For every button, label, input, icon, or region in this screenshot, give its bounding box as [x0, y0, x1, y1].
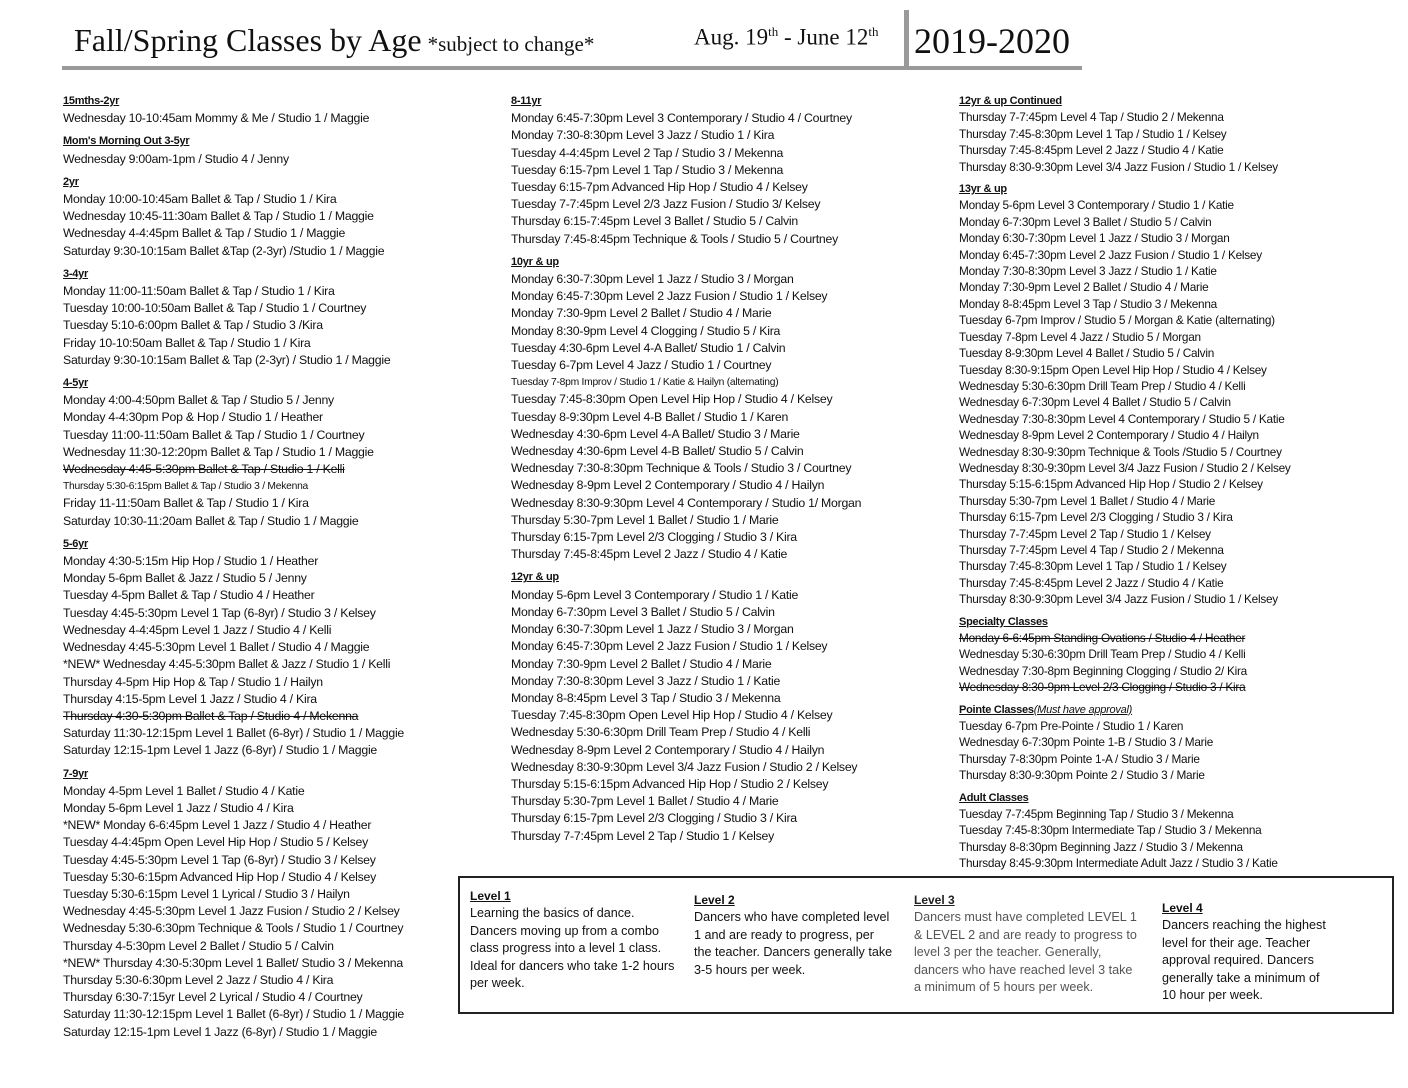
class-entry: Tuesday 8-9:30pm Level 4 Ballet / Studio 5 / Calvin — [959, 346, 1215, 361]
class-entry: Saturday 10:30-11:20am Ballet & Tap / Studio 1 / Maggie — [63, 513, 359, 528]
class-entry: *NEW* Thursday 4:30-5:30pm Level 1 Ballet/ Studio 3 / Mekenna — [63, 955, 403, 970]
class-entry: Monday 8-8:45pm Level 3 Tap / Studio 3 / Mekenna — [511, 690, 781, 705]
class-entry: Thursday 6:15-7:45pm Level 3 Ballet / Studio 5 / Calvin — [511, 214, 799, 229]
class-entry: Tuesday 7:45-8:30pm Open Level Hip Hop / Studio 4 / Kelsey — [511, 392, 833, 407]
class-entry: Thursday 8-8:30pm Beginning Jazz / Studio 3 / Mekenna — [959, 839, 1243, 854]
class-section — [511, 253, 951, 564]
class-entry: Thursday 7:45-8:30pm Level 1 Tap / Studio 1 / Kelsey — [959, 559, 1227, 574]
class-entry: Monday 6-7:30pm Level 3 Ballet / Studio 5 / Calvin — [511, 604, 775, 619]
class-entry: Thursday 7:45-8:45pm Level 2 Jazz / Studio 4 / Katie — [959, 143, 1224, 158]
class-entry: Thursday 5:30-7pm Level 1 Ballet / Studio 1 / Marie — [511, 512, 779, 527]
section-title: 12yr & up — [511, 571, 559, 584]
section-title: 2yr — [63, 175, 79, 188]
class-section — [959, 789, 1399, 872]
level-title: Level 4 — [1162, 901, 1203, 915]
level-title: Level 3 — [914, 893, 955, 907]
level-4-description — [1162, 900, 1334, 1004]
class-entry: Tuesday 7-8pm Level 4 Jazz / Studio 5 / Morgan — [959, 329, 1201, 344]
section-title: Mom's Morning Out 3-5yr — [63, 135, 190, 148]
class-entry: Monday 6-6:45pm Standing Ovations / Studio 4 / Heather — [959, 631, 1246, 645]
class-entry: Tuesday 11:00-11:50am Ballet & Tap / Studio 1 / Courtney — [63, 427, 365, 442]
class-entry: Wednesday 8:30-9:30pm Level 3/4 Jazz Fusion / Studio 2 / Kelsey — [511, 759, 858, 774]
class-entry: Thursday 7:45-8:45pm Level 2 Jazz / Studio 4 / Katie — [511, 547, 788, 562]
class-entry: Thursday 5:30-7pm Level 1 Ballet / Studio 4 / Marie — [511, 794, 779, 809]
class-entry: Monday 7:30-8:30pm Level 3 Jazz / Studio 1 / Katie — [511, 673, 781, 688]
class-entry: Tuesday 5:30-6:15pm Advanced Hip Hop / Studio 4 / Kelsey — [63, 869, 376, 884]
class-entry: Wednesday 5:30-6:30pm Drill Team Prep / Studio 4 / Kelli — [959, 378, 1246, 393]
class-entry: Thursday 6:15-7pm Level 2/3 Clogging / Studio 3 / Kira — [511, 530, 797, 545]
class-entry: Monday 4:00-4:50pm Ballet & Tap / Studio 5 / Jenny — [63, 393, 334, 408]
class-entry: Tuesday 7:45-8:30pm Intermediate Tap / Studio 3 / Mekenna — [959, 823, 1262, 838]
class-entry: Monday 5-6pm Ballet & Jazz / Studio 5 / Jenny — [63, 571, 307, 586]
class-entry: Tuesday 6:15-7pm Advanced Hip Hop / Studio 4 / Kelsey — [511, 180, 808, 195]
class-entry: Thursday 4:15-5pm Level 1 Jazz / Studio 4 / Kira — [63, 691, 317, 706]
class-entry: Monday 6:30-7:30pm Level 1 Jazz / Studio 3 / Morgan — [959, 231, 1230, 246]
level-title: Level 2 — [694, 893, 735, 907]
class-entry: Wednesday 10-10:45am Mommy & Me / Studio 1 / Maggie — [63, 111, 370, 126]
class-entry: Tuesday 6-7pm Level 4 Jazz / Studio 1 / Courtney — [511, 358, 772, 373]
class-entry: Thursday 7:45-8:45pm Technique & Tools / Studio 5 / Courtney — [511, 231, 839, 246]
class-entry: Tuesday 7-8pm Improv / Studio 1 / Katie & Hailyn (alternating) — [511, 377, 779, 389]
class-entry: Monday 5-6pm Level 3 Contemporary / Studio 1 / Katie — [511, 587, 799, 602]
class-entry: Thursday 8:30-9:30pm Level 3/4 Jazz Fusion / Studio 1 / Kelsey — [959, 592, 1278, 607]
class-entry: Monday 8-8:45pm Level 3 Tap / Studio 3 / Mekenna — [959, 296, 1217, 311]
class-entry: Thursday 5:15-6:15pm Advanced Hip Hop / Studio 2 / Kelsey — [959, 477, 1263, 492]
section-title: 8-11yr — [511, 95, 542, 107]
level-title: Level 1 — [470, 889, 511, 903]
class-entry: Tuesday 7:45-8:30pm Open Level Hip Hop / Studio 4 / Kelsey — [511, 708, 833, 723]
class-entry: Wednesday 7:30-8:30pm Level 4 Contemporary / Studio 5 / Katie — [959, 411, 1285, 426]
class-entry: Wednesday 8-9pm Level 2 Contemporary / Studio 4 / Hailyn — [511, 478, 825, 493]
class-entry: Thursday 7:45-8:30pm Level 1 Tap / Studio 1 / Kelsey — [959, 126, 1227, 141]
class-section — [63, 765, 503, 1041]
level-2-description — [694, 892, 894, 979]
class-entry: Wednesday 7:30-8:30pm Technique & Tools / Studio 3 / Courtney — [511, 461, 852, 476]
class-entry: *NEW* Wednesday 4:45-5:30pm Ballet & Jazz / Studio 1 / Kelli — [63, 657, 391, 672]
class-entry: Thursday 8:45-9:30pm Intermediate Adult Jazz / Studio 3 / Katie — [959, 856, 1278, 871]
class-entry: Monday 7:30-8:30pm Level 3 Jazz / Studio 1 / Katie — [959, 264, 1217, 279]
class-entry: Monday 7:30-9pm Level 2 Ballet / Studio 4 / Marie — [511, 656, 772, 671]
class-section — [511, 92, 951, 248]
class-entry: Saturday 9:30-10:15am Ballet &Tap (2-3yr) /Studio 1 / Maggie — [63, 243, 385, 258]
class-section — [63, 535, 503, 760]
class-section — [63, 374, 503, 530]
class-entry: Saturday 12:15-1pm Level 1 Jazz (6-8yr) / Studio 1 / Maggie — [63, 743, 378, 758]
class-entry: Friday 11-11:50am Ballet & Tap / Studio 1 / Kira — [63, 496, 309, 511]
schedule-column-2 — [511, 92, 951, 850]
class-entry: Thursday 7-7:45pm Level 2 Tap / Studio 1 / Kelsey — [959, 526, 1211, 541]
class-entry: Thursday 6:15-7pm Level 2/3 Clogging / Studio 3 / Kira — [511, 811, 797, 826]
class-entry: Tuesday 8-9:30pm Level 4-B Ballet / Studio 1 / Karen — [511, 409, 789, 424]
class-entry: Thursday 5:30-6:15pm Ballet & Tap / Studio 3 / Mekenna — [63, 481, 309, 493]
class-entry: Monday 6-7:30pm Level 3 Ballet / Studio 5 / Calvin — [959, 214, 1212, 229]
class-entry: Wednesday 4-4:45pm Ballet & Tap / Studio 1 / Maggie — [63, 226, 346, 241]
class-entry: Thursday 7-7:45pm Level 4 Tap / Studio 2 / Mekenna — [959, 110, 1224, 125]
class-entry: Tuesday 7-7:45pm Beginning Tap / Studio 3 / Mekenna — [959, 807, 1234, 822]
header-underline — [62, 66, 1082, 70]
class-entry: Wednesday 8:30-9:30pm Level 4 Contemporary / Studio 1/ Morgan — [511, 495, 862, 510]
class-entry: Wednesday 11:30-12:20pm Ballet & Tap / Studio 1 / Maggie — [63, 444, 374, 459]
section-title: Adult Classes — [959, 791, 1029, 804]
class-entry: Tuesday 10:00-10:50am Ballet & Tap / Studio 1 / Courtney — [63, 301, 367, 316]
class-section — [959, 92, 1399, 175]
class-entry: Monday 6:45-7:30pm Level 3 Contemporary / Studio 4 / Courtney — [511, 111, 852, 126]
class-entry: Wednesday 5:30-6:30pm Drill Team Prep / Studio 4 / Kelli — [511, 725, 811, 740]
class-entry: Wednesday 9:00am-1pm / Studio 4 / Jenny — [63, 151, 289, 166]
class-entry: Wednesday 10:45-11:30am Ballet & Tap / Studio 1 / Maggie — [63, 209, 374, 224]
page-title: Fall/Spring Classes by Age *subject to change* — [74, 22, 595, 58]
class-entry: Thursday 8:30-9:30pm Level 3/4 Jazz Fusion / Studio 1 / Kelsey — [959, 159, 1278, 174]
class-entry: Tuesday 8:30-9:15pm Open Level Hip Hop / Studio 4 / Kelsey — [959, 362, 1267, 377]
class-entry: Monday 7:30-9pm Level 2 Ballet / Studio 4 / Marie — [959, 280, 1209, 295]
class-section — [959, 701, 1399, 784]
class-entry: Tuesday 6-7pm Improv / Studio 5 / Morgan & Katie (alternating) — [959, 313, 1275, 328]
level-text: Dancers reaching the highest level for their age. Teacher approval required. Dancers generally take a minimum of 10 hour per week. — [1162, 918, 1326, 1003]
class-entry: Monday 11:00-11:50am Ballet & Tap / Studio 1 / Kira — [63, 284, 335, 299]
class-entry: Wednesday 4:30-6pm Level 4-B Ballet/ Studio 5 / Calvin — [511, 444, 804, 459]
class-entry: Monday 4:30-5:15m Hip Hop / Studio 1 / Heather — [63, 554, 319, 569]
class-entry: Monday 4-5pm Level 1 Ballet / Studio 4 / Katie — [63, 783, 305, 798]
header-divider — [904, 10, 909, 68]
class-entry: Wednesday 6-7:30pm Level 4 Ballet / Studio 5 / Calvin — [959, 395, 1231, 410]
class-section — [959, 180, 1399, 608]
class-entry: Thursday 7-8:30pm Pointe 1-A / Studio 3 / Marie — [959, 751, 1200, 766]
level-text: Learning the basics of dance. Dancers moving up from a combo class progress into a level 1 class. Ideal for dancers who take 1-2 hours per week. — [470, 906, 675, 991]
class-section — [511, 568, 951, 844]
class-entry: Thursday 7-7:45pm Level 2 Tap / Studio 1 / Kelsey — [511, 828, 774, 843]
class-entry: Wednesday 7:30-8pm Beginning Clogging / Studio 2/ Kira — [959, 663, 1247, 678]
class-entry: Monday 4-4:30pm Pop & Hop / Studio 1 / Heather — [63, 410, 323, 425]
class-entry: Thursday 4:30-5:30pm Ballet & Tap / Studio 4 / Mekenna — [63, 708, 359, 723]
level-descriptions — [458, 876, 1394, 1014]
class-entry: Saturday 12:15-1pm Level 1 Jazz (6-8yr) / Studio 1 / Maggie — [63, 1024, 378, 1039]
class-entry: Monday 10:00-10:45am Ballet & Tap / Studio 1 / Kira — [63, 192, 337, 207]
class-entry: Monday 6:45-7:30pm Level 2 Jazz Fusion / Studio 1 / Kelsey — [511, 639, 828, 654]
class-entry: Thursday 6:15-7pm Level 2/3 Clogging / Studio 3 / Kira — [959, 510, 1233, 525]
class-entry: Thursday 5:30-7pm Level 1 Ballet / Studio 4 / Marie — [959, 493, 1216, 508]
class-entry: Saturday 11:30-12:15pm Level 1 Ballet (6-8yr) / Studio 1 / Maggie — [63, 726, 405, 741]
school-year: 2019-2020 — [914, 21, 1070, 61]
section-title: 12yr & up Continued — [959, 95, 1062, 107]
class-entry: Wednesday 6-7:30pm Pointe 1-B / Studio 3 / Marie — [959, 735, 1214, 750]
section-title: 15mths-2yr — [63, 95, 120, 107]
class-entry: *NEW* Monday 6-6:45pm Level 1 Jazz / Studio 4 / Heather — [63, 818, 372, 833]
section-title: 13yr & up — [959, 183, 1007, 196]
class-entry: Wednesday 4-4:45pm Level 1 Jazz / Studio 4 / Kelli — [63, 622, 332, 637]
class-entry: Tuesday 4-4:45pm Level 2 Tap / Studio 3 / Mekenna — [511, 145, 784, 160]
section-title: 10yr & up — [511, 255, 559, 268]
class-entry: Monday 6:30-7:30pm Level 1 Jazz / Studio 3 / Morgan — [511, 622, 794, 637]
page-header — [62, 10, 1082, 70]
schedule-column-3 — [959, 92, 1399, 877]
class-entry: Thursday 7-7:45pm Level 4 Tap / Studio 2 / Mekenna — [959, 542, 1224, 557]
class-entry: Monday 8:30-9pm Level 4 Clogging / Studio 5 / Kira — [511, 323, 781, 338]
class-entry: Thursday 6:30-7:15yr Level 2 Lyrical / Studio 4 / Courtney — [63, 990, 363, 1005]
page-subtitle: *subject to change* — [427, 32, 595, 56]
class-entry: Thursday 5:30-6:30pm Level 2 Jazz / Studio 4 / Kira — [63, 972, 334, 987]
class-entry: Thursday 4-5pm Hip Hop & Tap / Studio 1 / Hailyn — [63, 674, 323, 689]
class-entry: Tuesday 4:45-5:30pm Level 1 Tap (6-8yr) / Studio 3 / Kelsey — [63, 605, 376, 620]
class-entry: Wednesday 4:45-5:30pm Level 1 Ballet / Studio 4 / Maggie — [63, 640, 370, 655]
date-range: Aug. 19th - June 12th — [694, 24, 879, 50]
class-entry: Tuesday 4:30-6pm Level 4-A Ballet/ Studio 1 / Calvin — [511, 340, 786, 355]
class-section — [63, 265, 503, 369]
class-entry: Wednesday 8-9pm Level 2 Contemporary / Studio 4 / Hailyn — [959, 428, 1259, 443]
class-entry: Monday 7:30-9pm Level 2 Ballet / Studio 4 / Marie — [511, 306, 772, 321]
class-entry: Thursday 8:30-9:30pm Pointe 2 / Studio 3 / Marie — [959, 768, 1205, 783]
class-entry: Tuesday 5:30-6:15pm Level 1 Lyrical / Studio 3 / Hailyn — [63, 886, 350, 901]
class-entry: Thursday 5:15-6:15pm Advanced Hip Hop / Studio 2 / Kelsey — [511, 776, 829, 791]
level-text: Dancers who have completed level 1 and are ready to progress, per the teacher. Dancers generally take 3-5 hours per week. — [694, 910, 893, 977]
class-entry: Monday 5-6pm Level 3 Contemporary / Studio 1 / Katie — [959, 198, 1234, 213]
class-entry: Saturday 11:30-12:15pm Level 1 Ballet (6-8yr) / Studio 1 / Maggie — [63, 1007, 405, 1022]
schedule-column-1 — [63, 92, 503, 1046]
class-entry: Tuesday 4-4:45pm Open Level Hip Hop / Studio 5 / Kelsey — [63, 835, 369, 850]
level-1-description — [470, 888, 680, 992]
class-section — [63, 173, 503, 260]
class-entry: Monday 5-6pm Level 1 Jazz / Studio 4 / Kira — [63, 800, 294, 815]
class-entry: Wednesday 8-9pm Level 2 Contemporary / Studio 4 / Hailyn — [511, 742, 825, 757]
class-entry: Friday 10-10:50am Ballet & Tap / Studio 1 / Kira — [63, 335, 311, 350]
class-entry: Tuesday 5:10-6:00pm Ballet & Tap / Studio 3 /Kira — [63, 318, 323, 333]
class-entry: Tuesday 6:15-7pm Level 1 Tap / Studio 3 / Mekenna — [511, 162, 784, 177]
class-entry: Monday 6:30-7:30pm Level 1 Jazz / Studio 3 / Morgan — [511, 272, 794, 287]
class-entry: Wednesday 5:30-6:30pm Drill Team Prep / Studio 4 / Kelli — [959, 647, 1246, 662]
class-section — [63, 92, 503, 127]
class-entry: Tuesday 4-5pm Ballet & Tap / Studio 4 / Heather — [63, 588, 315, 603]
class-section — [63, 132, 503, 167]
section-title: 7-9yr — [63, 767, 89, 780]
class-entry: Wednesday 5:30-6:30pm Technique & Tools / Studio 1 / Courtney — [63, 921, 404, 936]
level-3-description — [914, 892, 1139, 996]
class-entry: Wednesday 8:30-9:30pm Level 3/4 Jazz Fusion / Studio 2 / Kelsey — [959, 460, 1291, 475]
level-text: Dancers must have completed LEVEL 1 & LEVEL 2 and are ready to progress to level 3 per the teacher. Generally, dancers who have reached level 3 take a minimum of 5 hours per week. — [914, 910, 1137, 995]
class-entry: Wednesday 4:45-5:30pm Level 1 Jazz Fusion / Studio 2 / Kelsey — [63, 904, 400, 919]
class-entry: Wednesday 4:45-5:30pm Ballet & Tap / Studio 1 / Kelli — [63, 462, 345, 477]
class-entry: Saturday 9:30-10:15am Ballet & Tap (2-3yr) / Studio 1 / Maggie — [63, 352, 391, 367]
section-title: 5-6yr — [63, 537, 89, 550]
section-title: 3-4yr — [63, 267, 89, 280]
class-entry: Wednesday 8:30-9:30pm Technique & Tools /Studio 5 / Courtney — [959, 444, 1282, 459]
class-entry: Thursday 4-5:30pm Level 2 Ballet / Studio 5 / Calvin — [63, 938, 334, 953]
section-title: 4-5yr — [63, 377, 89, 390]
class-entry: Monday 6:45-7:30pm Level 2 Jazz Fusion / Studio 1 / Kelsey — [959, 247, 1262, 262]
section-title: Pointe Classes(Must have approval) — [959, 703, 1133, 716]
class-entry: Wednesday 8:30-9pm Level 2/3 Clogging / Studio 3 / Kira — [959, 680, 1246, 695]
class-entry: Tuesday 7-7:45pm Level 2/3 Jazz Fusion / Studio 3/ Kelsey — [511, 197, 821, 212]
class-entry: Monday 6:45-7:30pm Level 2 Jazz Fusion / Studio 1 / Kelsey — [511, 289, 828, 304]
class-entry: Monday 7:30-8:30pm Level 3 Jazz / Studio 1 / Kira — [511, 128, 775, 143]
class-entry: Thursday 7:45-8:45pm Level 2 Jazz / Studio 4 / Katie — [959, 575, 1224, 590]
class-section — [959, 613, 1399, 696]
class-entry: Tuesday 4:45-5:30pm Level 1 Tap (6-8yr) / Studio 3 / Kelsey — [63, 852, 376, 867]
class-entry: Tuesday 6-7pm Pre-Pointe / Studio 1 / Karen — [959, 719, 1184, 734]
section-title: Specialty Classes — [959, 615, 1048, 628]
class-entry: Wednesday 4:30-6pm Level 4-A Ballet/ Studio 3 / Marie — [511, 426, 800, 441]
